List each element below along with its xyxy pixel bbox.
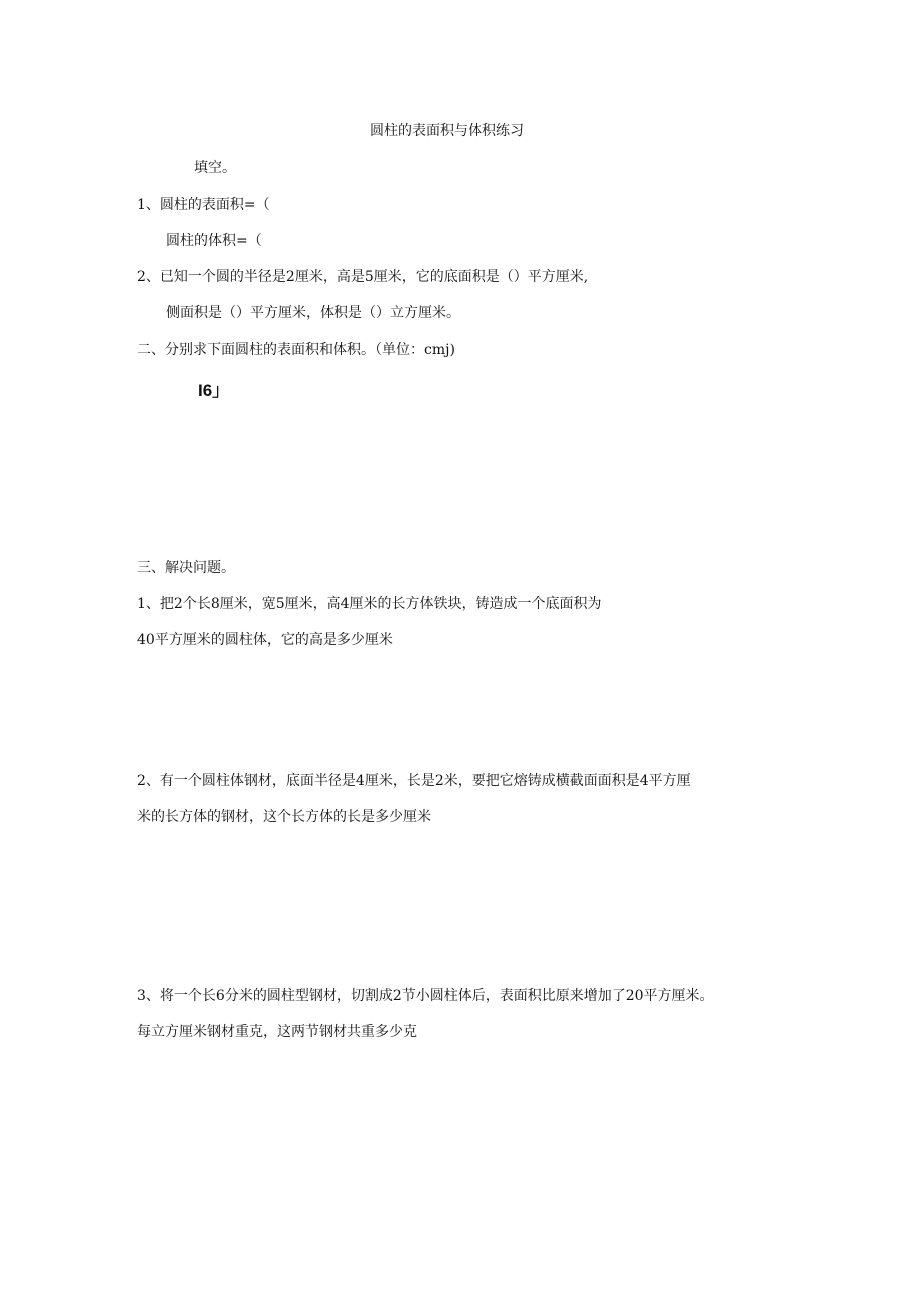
problem3-line2: 每立方厘米钢材重克，这两节钢材共重多少克	[137, 1024, 417, 1040]
section1-heading: 填空。	[194, 160, 236, 176]
figure-label: I6」	[198, 381, 230, 400]
question1-surface-area: 1、圆柱的表面积=（	[137, 197, 270, 213]
section3-heading: 三、解决问题。	[137, 560, 235, 576]
problem2-line2: 米的长方体的钢材，这个长方体的长是多少厘米	[137, 809, 431, 825]
question2-line2: 侧面积是（）平方厘米，体积是（）立方厘米。	[166, 305, 460, 321]
page-title: 圆柱的表面积与体积练习	[370, 123, 524, 139]
problem1-line1: 1、把2个长8厘米，宽5厘米，高4厘米的长方体铁块，铸造成一个底面积为	[137, 596, 602, 612]
question2-line1: 2、已知一个圆的半径是2厘米，高是5厘米，它的底面积是（）平方厘米,	[137, 269, 589, 285]
problem1-line2: 40平方厘米的圆柱体，它的高是多少厘米	[137, 632, 393, 648]
problem2-line1: 2、有一个圆柱体钢材，底面半径是4厘米，长是2米，要把它熔铸成横截面面积是4平方厘	[137, 773, 691, 789]
question1-volume: 圆柱的体积=（	[166, 233, 262, 249]
problem3-line1: 3、将一个长6分米的圆柱型钢材，切割成2节小圆柱体后，表面积比原来增加了20平方厘米。	[137, 988, 714, 1004]
section2-heading: 二、分别求下面圆柱的表面积和体积。（单位：cmj)	[137, 342, 455, 358]
